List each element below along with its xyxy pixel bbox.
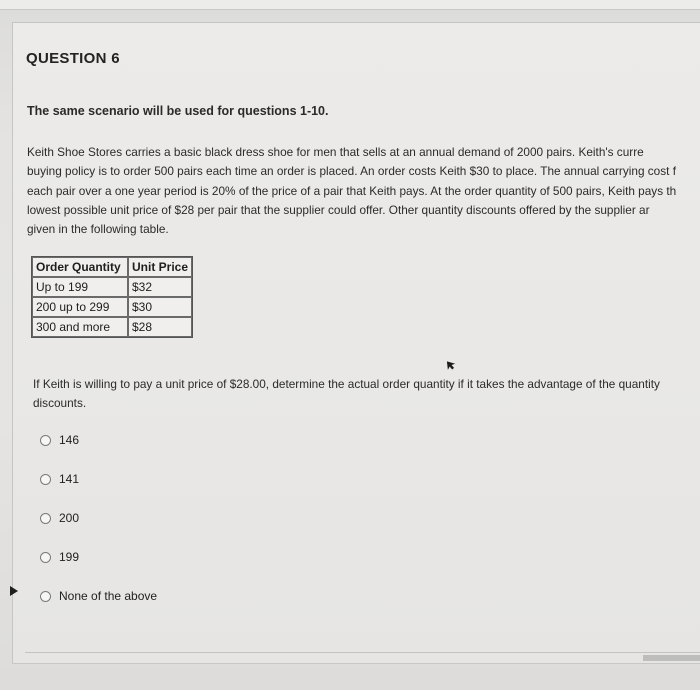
table-cell: $30 (128, 297, 192, 317)
radio-button[interactable] (40, 513, 51, 524)
answer-option-200[interactable] (40, 511, 79, 525)
answer-option-none[interactable] (40, 589, 157, 603)
table-row (32, 277, 192, 297)
table-header-cell: Unit Price (128, 257, 192, 277)
paragraph-line: each pair over a one year period is 20% of the price of a pair that Keith pays. At the order quantity of 500 pairs, Keith pays th (27, 183, 677, 198)
table-header-cell: Order Quantity (32, 257, 128, 277)
table-row (32, 297, 192, 317)
option-label: 200 (59, 511, 80, 525)
paragraph-line: Keith Shoe Stores carries a basic black dress shoe for men that sells at an annual demand of 2000 pairs. Keith's curre (27, 145, 644, 159)
prompt-line: If Keith is willing to pay a unit price of $28.00, determine the actual order quantity if it takes the advantage of the quantity (33, 377, 660, 391)
table-header-row (32, 257, 192, 277)
answer-option-199[interactable] (40, 550, 79, 564)
option-label: 199 (59, 550, 80, 564)
radio-button[interactable] (40, 552, 51, 563)
table-cell: 200 up to 299 (32, 297, 128, 317)
question-panel (12, 22, 700, 664)
paragraph-line: given in the following table. (27, 222, 169, 237)
option-label: None of the above (59, 589, 158, 603)
radio-button[interactable] (40, 474, 51, 485)
table-cell: 300 and more (32, 317, 128, 337)
table-cell: $28 (128, 317, 192, 337)
answer-option-146[interactable] (40, 433, 79, 447)
radio-button[interactable] (40, 435, 51, 446)
prompt-line: discounts. (33, 396, 87, 410)
scenario-note: The same scenario will be used for questions 1-10. (27, 104, 329, 118)
scenario-paragraph (27, 143, 700, 239)
option-label: 141 (59, 472, 80, 486)
question-title: QUESTION 6 (26, 50, 120, 67)
question-prompt (33, 375, 700, 413)
top-strip (0, 0, 700, 10)
play-arrow-icon (10, 583, 18, 601)
answer-option-141[interactable] (40, 472, 79, 486)
paragraph-line: buying policy is to order 500 pairs each time an order is placed. An order costs Keith $30 to place. The annual carrying cost f (27, 164, 676, 179)
divider (25, 652, 700, 653)
mouse-pointer-icon (444, 358, 456, 376)
table-row (32, 317, 192, 337)
paragraph-line: lowest possible unit price of $28 per pair that the supplier could offer. Other quantity discounts offered by the supplier ar (27, 202, 650, 217)
radio-button[interactable] (40, 591, 51, 602)
table-cell: $32 (128, 277, 192, 297)
quantity-discount-table (31, 256, 193, 338)
option-label: 146 (59, 433, 80, 447)
table-cell: Up to 199 (32, 277, 128, 297)
scrollbar-fragment (643, 655, 700, 661)
